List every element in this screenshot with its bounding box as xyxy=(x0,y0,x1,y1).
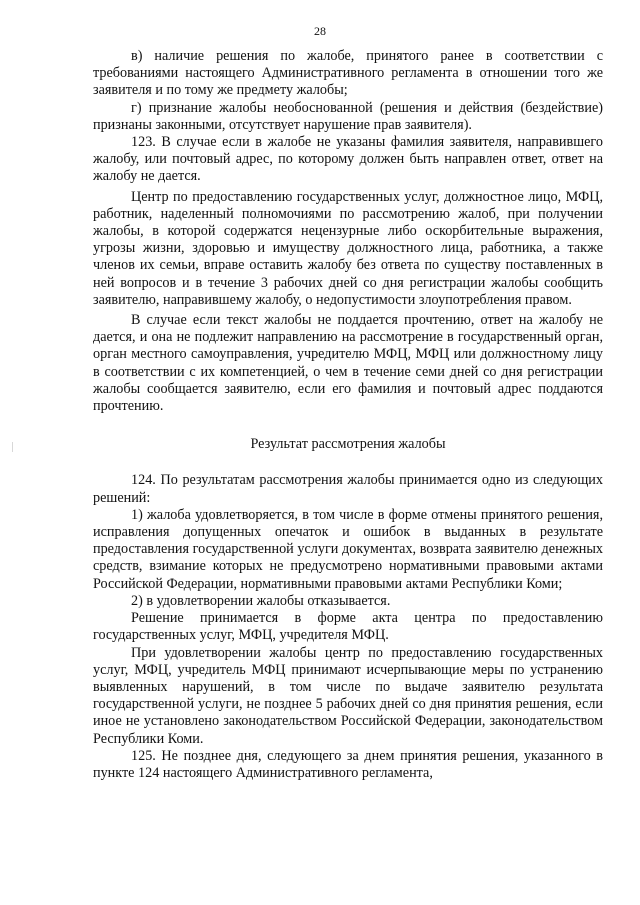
paragraph-unreadable-complaint: В случае если текст жалобы не поддается прочтению, ответ на жалобу не дается, и она не подлежит направлению на рассмотрение в государственный орган, орган местного самоуправления, учредителю МФЦ, МФЦ или должностному лицу в соответствии с их компетенцией, о чем в течение семи дней со дня регистрации жалобы сообщается заявителю, если его фамилия и почтовый адрес поддаются прочтению. xyxy=(93,312,603,415)
document-body xyxy=(93,48,603,782)
paragraph-124: 124. По результатам рассмотрения жалобы принимается одно из следующих решений: xyxy=(93,472,603,506)
paragraph-item-v: в) наличие решения по жалобе, принятого ранее в соответствии с требованиями настоящего Административного регламента в отношении того же заявителя и по тому же предмету жалобы; xyxy=(93,48,603,99)
paragraph-decision-1: 1) жалоба удовлетворяется, в том числе в форме отмены принятого решения, исправления допущенных опечаток и ошибок в выданных в результате предоставления государственной услуги документах, возврата заявителю денежных средств, взимание которых не предусмотрено нормативными правовыми актами Российской Федерации, нормативными правовыми актами Республики Коми; xyxy=(93,506,603,592)
paragraph-decision-form: Решение принимается в форме акта центра по предоставлению государственных услуг, МФЦ, учредителя МФЦ. xyxy=(93,610,603,644)
paragraph-decision-2: 2) в удовлетворении жалобы отказывается. xyxy=(131,592,391,609)
paragraph-satisfaction-measures: При удовлетворении жалобы центр по предоставлению государственных услуг, МФЦ, учредитель МФЦ принимают исчерпывающие меры по устранению выявленных нарушений, в том числе по выдаче заявителю результата государственной услуги, не позднее 5 рабочих дней со дня принятия решения, если иное не установлено законодательством Российской Федерации, законодательством Республики Коми. xyxy=(93,644,603,747)
paragraph-obscene-complaint: Центр по предоставлению государственных услуг, должностное лицо, МФЦ, работник, наделенный полномочиями по рассмотрению жалоб, при получении жалобы, в которой содержатся нецензурные либо оскорбительные выражения, угрозы жизни, здоровью и имуществу должностного лица, работника, а также членов их семьи, вправе оставить жалобу без ответа по существу поставленных в ней вопросов и в течение 3 рабочих дней со дня регистрации жалобы сообщить заявителю, направившему жалобу, о недопустимости злоупотребления правом. xyxy=(93,188,603,308)
page-number: 28 xyxy=(314,24,326,38)
section-heading: Результат рассмотрения жалобы xyxy=(250,436,446,453)
paragraph-item-g: г) признание жалобы необоснованной (решения и действия (бездействие) признаны законными, отсутствует нарушение прав заявителя). xyxy=(93,99,603,133)
paragraph-123: 123. В случае если в жалобе не указаны фамилия заявителя, направившего жалобу, или почтовый адрес, по которому должен быть направлен ответ, ответ на жалобу не дается. xyxy=(93,134,603,185)
scan-artifact xyxy=(12,442,13,452)
paragraph-125: 125. Не позднее дня, следующего за днем принятия решения, указанного в пункте 124 настоящего Административного регламента, xyxy=(93,747,603,781)
